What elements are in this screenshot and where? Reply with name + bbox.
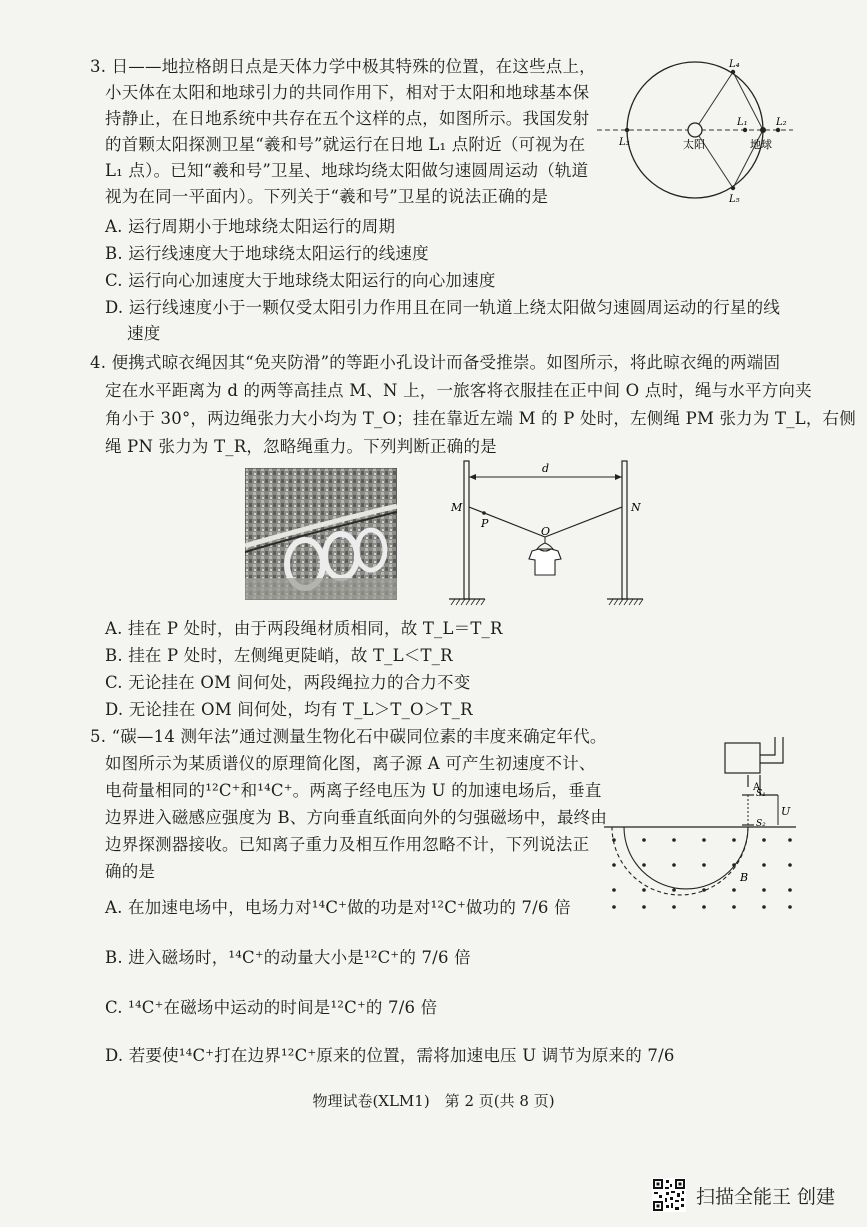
c14-path	[612, 827, 748, 895]
page-footer: 物理试卷(XLM1) 第 2 页(共 8 页)	[312, 1092, 555, 1110]
watermark-text: 扫描全能王 创建	[696, 1185, 836, 1208]
q5-option-d: D. 若要使¹⁴C⁺打在边界¹²C⁺原来的位置，需将加速电压 U 调节为原来的 7/6	[105, 1046, 675, 1065]
l3-label: L₃	[619, 137, 630, 148]
q5-stem-line-5: 边界探测器接收。已知离子重力及相互作用忽略不计，下列说法正	[105, 835, 590, 854]
q3-option-c: C. 运行向心加速度大于地球绕太阳运行的向心加速度	[105, 271, 496, 290]
lagrange-diagram	[595, 50, 795, 210]
voltage-u-label: U	[781, 805, 791, 818]
q3-stem-line-3: 持静止，在日地系统中共存在五个这样的点，如图所示。我国发射	[105, 109, 590, 128]
q5-stem-line-3: 电荷量相同的¹²C⁺和¹⁴C⁺。两离子经电压为 U 的加速电场后，垂直	[105, 781, 602, 800]
point-m-label: M	[451, 501, 463, 514]
q3-stem-line-4: 的首颗太阳探测卫星“羲和号”就运行在日地 L₁ 点附近（可视为在	[105, 135, 586, 154]
q5-stem-line-6: 确的是	[105, 862, 156, 881]
q4-option-a: A. 挂在 P 处时，由于两段绳材质相同，故 T_L＝T_R	[105, 619, 503, 638]
q5-option-a: A. 在加速电场中，电场力对¹⁴C⁺做的功是对¹²C⁺做功的 7/6 倍	[105, 898, 571, 917]
l5-label: L₅	[729, 194, 740, 205]
shirt-icon	[529, 549, 561, 575]
q3-stem-line-2: 小天体在太阳和地球引力的共同作用下，相对于太阳和地球基本保	[105, 83, 590, 102]
q3-stem-line-1: 3. 日——地拉格朗日点是天体力学中极其特殊的位置，在这些点上，	[90, 57, 596, 76]
q4-stem-line-3: 角小于 30°，两边绳张力大小均为 T_O；挂在靠近左端 M 的 P 处时，左侧绳 PM 张力为 T_L，右侧	[105, 409, 856, 428]
mass-spectrometer-diagram	[600, 735, 800, 915]
l2-label: L₂	[776, 117, 787, 128]
q5-stem-line-2: 如图所示为某质谱仪的原理简化图，离子源 A 可产生初速度不计、	[105, 754, 596, 773]
q5-option-b: B. 进入磁场时，¹⁴C⁺的动量大小是¹²C⁺的 7/6 倍	[105, 948, 471, 967]
q5-stem-line-4: 边界进入磁感应强度为 B、方向垂直纸面向外的匀强磁场中，最终由	[105, 808, 608, 827]
q3-option-a: A. 运行周期小于地球绕太阳运行的周期	[105, 217, 396, 236]
s1-label: S₁	[756, 789, 766, 799]
q3-option-b: B. 运行线速度大于地球绕太阳运行的线速度	[105, 244, 429, 263]
s2-label: S₂	[756, 819, 766, 829]
q3-stem-line-5: L₁ 点）。已知“羲和号”卫星、地球均绕太阳做匀速圆周运动（轨道	[105, 161, 589, 180]
qr-code-icon	[652, 1178, 686, 1212]
earth-marker	[760, 127, 766, 133]
q4-stem-line-4: 绳 PN 张力为 T_R，忽略绳重力。下列判断正确的是	[105, 437, 497, 456]
distance-label: d	[542, 462, 550, 475]
q4-stem-line-2: 定在水平距离为 d 的两等高挂点 M、N 上，一旅客将衣服挂在正中间 O 点时，绳与水平方向夹	[105, 381, 812, 400]
sun-marker	[688, 123, 702, 137]
q5-option-c: C. ¹⁴C⁺在磁场中运动的时间是¹²C⁺的 7/6 倍	[105, 998, 438, 1017]
clothesline-photo	[245, 468, 397, 600]
point-n-label: N	[631, 501, 641, 514]
l4-label: L₄	[729, 59, 740, 70]
q5-stem-line-1: 5. “碳—14 测年法”通过测量生物化石中碳同位素的丰度来确定年代。	[90, 727, 607, 746]
point-o-label: O	[541, 525, 551, 538]
q3-option-d: D. 运行线速度小于一颗仅受太阳引力作用且在同一轨道上绕太阳做匀速圆周运动的行星的线	[105, 298, 781, 317]
q3-stem-line-6: 视为在同一平面内）。下列关于“羲和号”卫星的说法正确的是	[105, 187, 549, 206]
clothesline-diagram	[445, 455, 660, 610]
ion-source-box	[725, 743, 760, 773]
q4-option-d: D. 无论挂在 OM 间何处，均有 T_L＞T_O＞T_R	[105, 700, 473, 719]
source-a-label: A	[753, 782, 761, 793]
point-p-label: P	[481, 517, 489, 530]
sun-label: 太阳	[683, 138, 705, 151]
field-b-label: B	[740, 871, 749, 884]
q4-option-b: B. 挂在 P 处时，左侧绳更陡峭，故 T_L＜T_R	[105, 646, 453, 665]
c12-path	[624, 827, 748, 889]
q4-option-c: C. 无论挂在 OM 间何处，两段绳拉力的合力不变	[105, 673, 471, 692]
earth-label: 地球	[750, 138, 772, 151]
l1-label: L₁	[737, 117, 748, 128]
q4-stem-line-1: 4. 便携式晾衣绳因其“免夹防滑”的等距小孔设计而备受推崇。如图所示，将此晾衣绳的两端固	[90, 353, 781, 372]
q3-option-d-cont: 速度	[127, 324, 161, 343]
camscanner-watermark	[652, 1178, 835, 1212]
